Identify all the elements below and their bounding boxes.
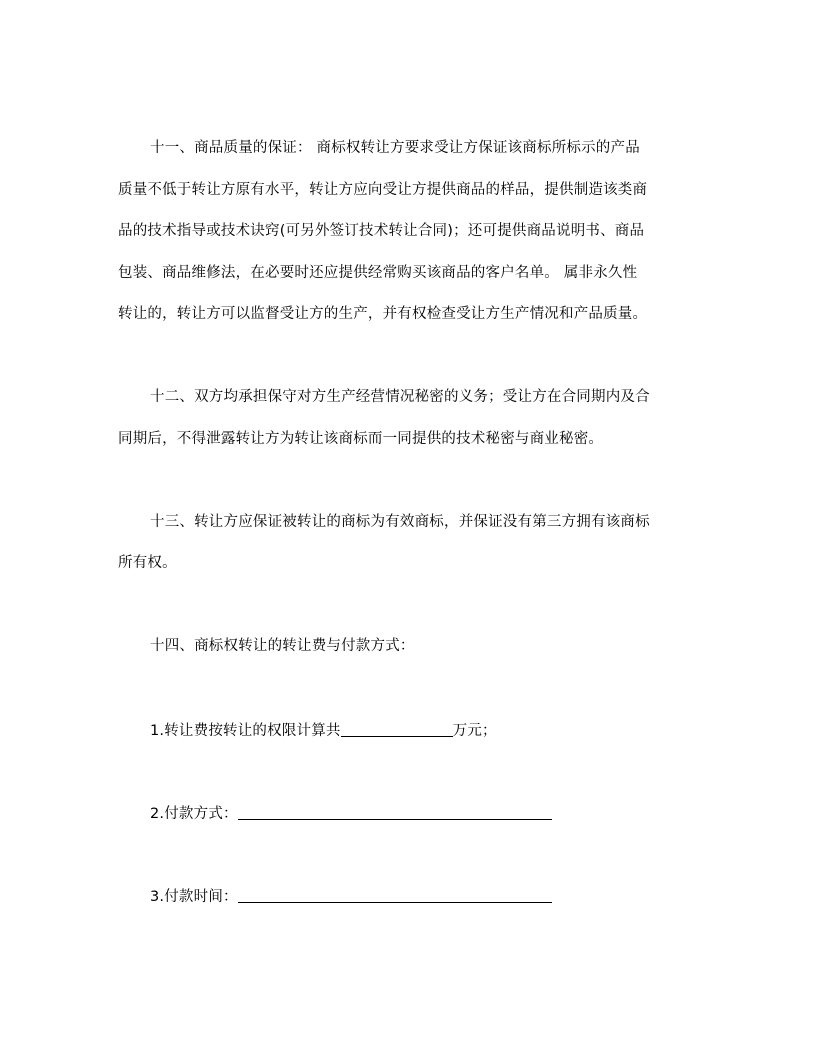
section-11-line-1: 十一、商品质量的保证： 商标权转让方要求受让方保证该商标所标示的产品: [150, 140, 640, 156]
fee-amount-blank[interactable]: [341, 720, 453, 737]
section-14-heading: 十四、商标权转让的转让费与付款方式：: [150, 638, 415, 654]
section-13-line-1: 十三、转让方应保证被转让的商标为有效商标，并保证没有第三方拥有该商标: [150, 514, 650, 530]
fee-line: [150, 720, 497, 741]
payment-time-line: [150, 886, 552, 907]
fee-suffix: 万元；: [452, 723, 497, 739]
section-11-line-2: 质量不低于转让方原有水平，转让方应向受让方提供商品的样品，提供制造该类商: [118, 182, 648, 198]
section-11-line-4: 包装、商品维修法，在必要时还应提供经常购买该商品的客户名单。 属非永久性: [118, 265, 638, 281]
section-13-line-2: 所有权。: [118, 555, 177, 571]
payment-method-line: [150, 803, 552, 824]
payment-time-label: 3.付款时间：: [150, 889, 238, 905]
payment-method-label: 2.付款方式：: [150, 806, 238, 822]
fee-prefix: 1.转让费按转让的权限计算共: [150, 723, 341, 739]
section-11-line-5: 转让的，转让方可以监督受让方的生产，并有权检查受让方生产情况和产品质量。: [118, 306, 648, 322]
section-12-line-2: 同期后，不得泄露转让方为转让该商标而一同提供的技术秘密与商业秘密。: [118, 431, 604, 447]
payment-method-blank[interactable]: [238, 803, 552, 820]
section-11-line-3: 品的技术指导或技术诀窍(可另外签订技术转让合同)；还可提供商品说明书、商品: [118, 223, 645, 239]
payment-time-blank[interactable]: [238, 886, 552, 903]
section-12-line-1: 十二、双方均承担保守对方生产经营情况秘密的义务；受让方在合同期内及合: [150, 389, 650, 405]
